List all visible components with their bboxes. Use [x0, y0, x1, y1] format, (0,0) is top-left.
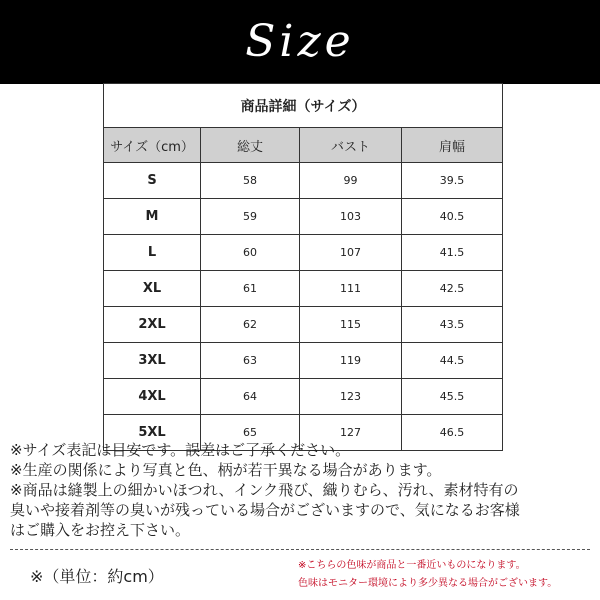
header-bust: バスト — [300, 128, 402, 163]
color-note-line: 色味はモニター環境により多少異なる場合がございます。 — [298, 578, 558, 589]
shoulder-cell: 42.5 — [402, 271, 503, 307]
bust-cell: 127 — [300, 415, 402, 451]
banner-title: Size — [245, 16, 355, 67]
table-caption-row — [104, 84, 503, 128]
size-table — [103, 83, 503, 451]
table-caption: 商品詳細（サイズ） — [104, 84, 503, 128]
note-line: 臭いや接着剤等の臭いが残っている場合がございますので、気になるお客様 — [10, 501, 520, 519]
length-cell: 64 — [201, 379, 300, 415]
bust-cell: 99 — [300, 163, 402, 199]
size-label: L — [104, 235, 201, 271]
length-cell: 59 — [201, 199, 300, 235]
shoulder-cell: 46.5 — [402, 415, 503, 451]
size-label: 4XL — [104, 379, 201, 415]
size-label: 5XL — [104, 415, 201, 451]
note-line: ※生産の関係により写真と色、柄が若干異なる場合があります。 — [10, 461, 442, 479]
size-label: 2XL — [104, 307, 201, 343]
length-cell: 63 — [201, 343, 300, 379]
size-label: S — [104, 163, 201, 199]
size-banner — [0, 0, 600, 84]
note-line: はご購入をお控え下さい。 — [10, 521, 191, 539]
shoulder-cell: 43.5 — [402, 307, 503, 343]
length-cell: 65 — [201, 415, 300, 451]
table-row — [104, 343, 503, 379]
shoulder-cell: 45.5 — [402, 379, 503, 415]
table-row — [104, 271, 503, 307]
length-cell: 62 — [201, 307, 300, 343]
table-header-row — [104, 128, 503, 163]
color-note — [298, 557, 598, 593]
bust-cell: 103 — [300, 199, 402, 235]
table-row — [104, 199, 503, 235]
header-shoulder: 肩幅 — [402, 128, 503, 163]
note-line: ※商品は縫製上の細かいほつれ、インク飛び、織りむら、汚れ、素材特有の — [10, 481, 519, 499]
bust-cell: 123 — [300, 379, 402, 415]
table-row — [104, 235, 503, 271]
color-note-line: ※こちらの色味が商品と一番近いものになります。 — [298, 560, 526, 571]
length-cell: 60 — [201, 235, 300, 271]
shoulder-cell: 40.5 — [402, 199, 503, 235]
bust-cell: 107 — [300, 235, 402, 271]
length-cell: 61 — [201, 271, 300, 307]
table-row — [104, 379, 503, 415]
bust-cell: 111 — [300, 271, 402, 307]
shoulder-cell: 44.5 — [402, 343, 503, 379]
shoulder-cell: 41.5 — [402, 235, 503, 271]
table-row — [104, 307, 503, 343]
dashed-divider — [10, 549, 590, 550]
table-row — [104, 163, 503, 199]
size-label: M — [104, 199, 201, 235]
header-size: サイズ（cm） — [104, 128, 201, 163]
header-length: 総丈 — [201, 128, 300, 163]
shoulder-cell: 39.5 — [402, 163, 503, 199]
size-label: 3XL — [104, 343, 201, 379]
size-label: XL — [104, 271, 201, 307]
bust-cell: 119 — [300, 343, 402, 379]
length-cell: 58 — [201, 163, 300, 199]
unit-note: ※（単位：約cm） — [30, 567, 164, 586]
notes-block — [10, 440, 595, 540]
note-line: ※サイズ表記は目安です。誤差はご了承ください。 — [10, 441, 351, 459]
bust-cell: 115 — [300, 307, 402, 343]
